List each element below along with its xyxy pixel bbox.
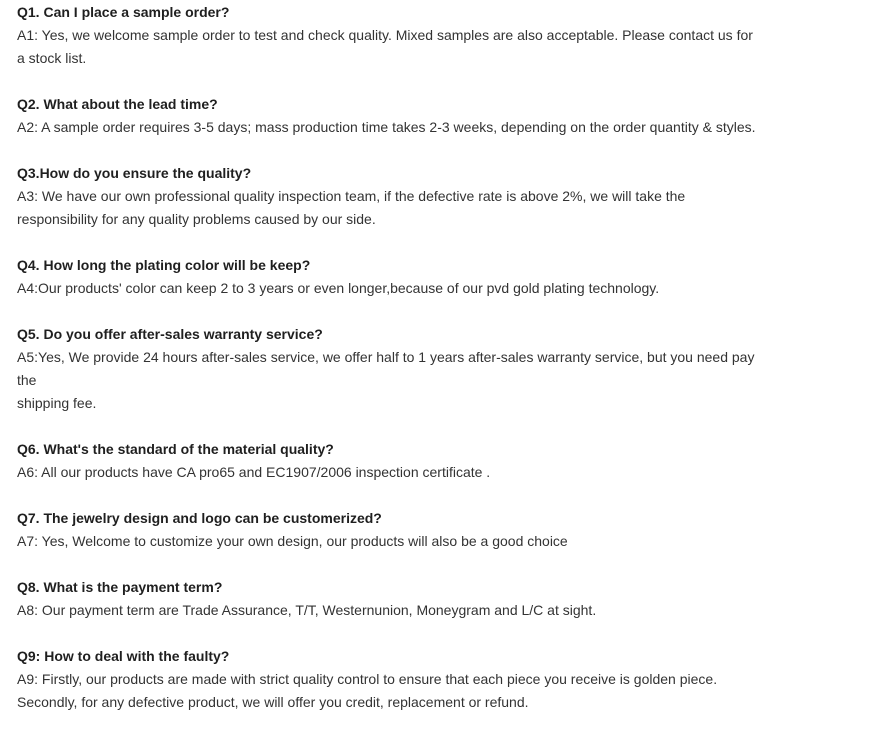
faq-answer-line: a stock list. [17, 50, 87, 66]
faq-answer [17, 116, 847, 139]
faq-question: Q7. The jewelry design and logo can be customerized? [17, 510, 382, 526]
faq-answer [17, 185, 847, 231]
faq-question: Q4. How long the plating color will be keep? [17, 257, 311, 273]
faq-question: Q3.How do you ensure the quality? [17, 165, 252, 181]
faq-answer-line: A8: Our payment term are Trade Assurance, T/T, Westernunion, Moneygram and L/C at sight. [17, 602, 597, 618]
faq-item-5 [17, 323, 847, 415]
faq-answer-line: the [17, 372, 37, 388]
faq-item-2 [17, 93, 847, 139]
faq-answer-line: Secondly, for any defective product, we will offer you credit, replacement or refund. [17, 694, 529, 710]
faq-answer-line: A9: Firstly, our products are made with strict quality control to ensure that each piece you receive is golden piece. [17, 671, 718, 687]
faq-item-9 [17, 645, 847, 714]
faq-question: Q1. Can I place a sample order? [17, 4, 230, 20]
faq-item-3 [17, 162, 847, 231]
faq-answer-line: A5:Yes, We provide 24 hours after-sales service, we offer half to 1 years after-sales warranty service, but you need pay [17, 349, 755, 365]
faq-answer-line: A3: We have our own professional quality inspection team, if the defective rate is above 2%, we will take the [17, 188, 686, 204]
faq-answer-line: A4:Our products' color can keep 2 to 3 years or even longer,because of our pvd gold plating technology. [17, 280, 660, 296]
faq-answer-line: A7: Yes, Welcome to customize your own design, our products will also be a good choice [17, 533, 568, 549]
faq-answer [17, 530, 847, 553]
faq-answer-line: A1: Yes, we welcome sample order to test and check quality. Mixed samples are also acceptable. Please contact us for [17, 27, 753, 43]
faq-answer [17, 599, 847, 622]
faq-answer [17, 277, 847, 300]
faq-answer [17, 668, 847, 714]
faq-item-8 [17, 576, 847, 622]
faq-question: Q6. What's the standard of the material quality? [17, 441, 334, 457]
faq-question: Q5. Do you offer after-sales warranty service? [17, 326, 323, 342]
faq-item-7 [17, 507, 847, 553]
faq-item-6 [17, 438, 847, 484]
faq-item-4 [17, 254, 847, 300]
faq-item-1 [17, 1, 847, 70]
faq-answer-line: shipping fee. [17, 395, 97, 411]
faq-list [17, 1, 847, 737]
faq-question: Q2. What about the lead time? [17, 96, 218, 112]
faq-answer-line: A6: All our products have CA pro65 and EC1907/2006 inspection certificate . [17, 464, 491, 480]
faq-answer-line: A2: A sample order requires 3-5 days; mass production time takes 2-3 weeks, depending on the order quantity & styles. [17, 119, 756, 135]
faq-question: Q9: How to deal with the faulty? [17, 648, 230, 664]
faq-answer [17, 24, 847, 70]
faq-answer [17, 461, 847, 484]
faq-question: Q8. What is the payment term? [17, 579, 223, 595]
faq-answer [17, 346, 847, 415]
faq-answer-line: responsibility for any quality problems caused by our side. [17, 211, 376, 227]
